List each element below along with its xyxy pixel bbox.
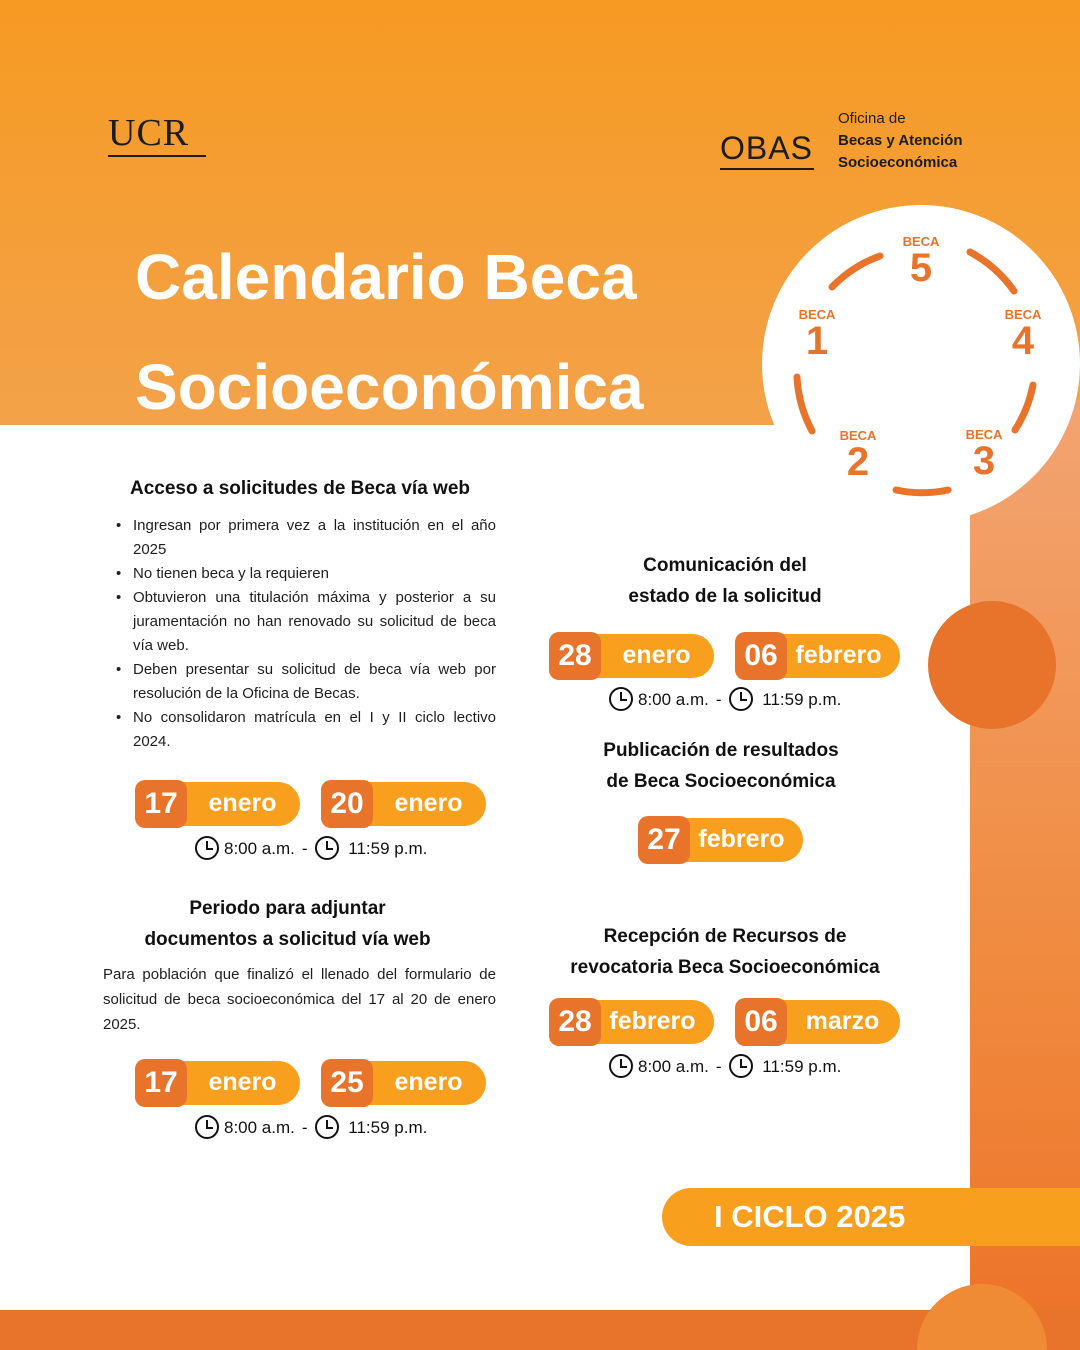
ucr-logo-text: UCR xyxy=(108,112,190,154)
clock-icon xyxy=(315,836,339,860)
clock-icon xyxy=(195,836,219,860)
recepcion-title: Recepción de Recursos de revocatoria Beca Socioeconómica xyxy=(570,926,880,978)
publicacion-title: Publicación de resultados de Beca Socioeconómica xyxy=(603,740,839,792)
adjuntar-description: Para población que finalizó el llenado del formulario de solicitud de beca socioeconómica del 17 al 20 de enero 2025. xyxy=(103,966,496,1033)
beca-4-label: BECA 4 xyxy=(1004,307,1042,363)
acceso-requirements-list xyxy=(116,514,496,754)
date-day: 25 xyxy=(321,1059,373,1107)
date-month: marzo xyxy=(805,1007,880,1035)
date-day: 17 xyxy=(135,780,187,828)
date-month: enero xyxy=(208,1068,277,1096)
adjuntar-time-range: 8:00 a.m. - 11:59 p.m. xyxy=(195,1115,427,1141)
date-day: 20 xyxy=(321,780,373,828)
clock-icon xyxy=(609,687,633,711)
list-item: • Ingresan por primera vez a la institución en el año 2025 xyxy=(116,514,496,562)
date-month: febrero xyxy=(795,641,882,669)
beca-2-label: BECA 2 xyxy=(839,428,877,484)
clock-icon xyxy=(195,1115,219,1139)
list-item: • Obtuvieron una titulación máxima y posterior a su juramentación no han renovado su solicitud de beca vía web. xyxy=(116,586,496,658)
clock-icon xyxy=(729,687,753,711)
comunicacion-time-range: 8:00 a.m. - 11:59 p.m. xyxy=(609,687,841,713)
ucr-logo xyxy=(108,112,208,157)
adjuntar-end-date xyxy=(321,1061,486,1105)
date-day: 06 xyxy=(735,632,787,680)
beca-1-label: BECA 1 xyxy=(798,307,836,363)
acceso-end-date xyxy=(321,782,486,826)
list-item: • Deben presentar su solicitud de beca vía web por resolución de la Oficina de Becas. xyxy=(116,658,496,706)
list-item: • No consolidaron matrícula en el I y II ciclo lectivo 2024. xyxy=(116,706,496,754)
date-month: febrero xyxy=(609,1007,696,1035)
page-title: Calendario Beca Socioeconómica xyxy=(135,241,644,423)
recepcion-end-date xyxy=(735,1000,900,1044)
recepcion-time-range: 8:00 a.m. - 11:59 p.m. xyxy=(609,1054,841,1080)
comunicacion-title: Comunicación del estado de la solicitud xyxy=(628,555,822,607)
beca-5-label: BECA 5 xyxy=(902,234,940,290)
comunicacion-start-date xyxy=(549,634,714,678)
clock-icon xyxy=(315,1115,339,1139)
acceso-time-range: 8:00 a.m. - 11:59 p.m. xyxy=(195,836,427,862)
comunicacion-end-date xyxy=(735,634,900,678)
content-panel-corner xyxy=(0,1240,680,1310)
recepcion-start-date xyxy=(549,1000,714,1044)
date-month: enero xyxy=(394,789,463,817)
list-item: • No tienen beca y la requieren xyxy=(116,562,496,586)
ciclo-badge: I CICLO 2025 xyxy=(662,1188,1080,1246)
acceso-start-date xyxy=(135,782,300,826)
beca-3-label: BECA 3 xyxy=(965,427,1003,483)
obas-logo-text: OBAS xyxy=(720,130,813,166)
date-day: 28 xyxy=(549,998,601,1046)
clock-icon xyxy=(729,1054,753,1078)
adjuntar-title: Periodo para adjuntar documentos a solicitud vía web xyxy=(144,898,431,950)
date-month: enero xyxy=(622,641,691,669)
clock-icon xyxy=(609,1054,633,1078)
date-month: enero xyxy=(208,789,277,817)
obas-office-name: Oficina de Becas y Atención Socioeconómica xyxy=(838,110,963,171)
adjuntar-start-date xyxy=(135,1061,300,1105)
publicacion-date xyxy=(638,818,803,862)
acceso-title: Acceso a solicitudes de Beca vía web xyxy=(129,478,471,499)
date-month: enero xyxy=(394,1068,463,1096)
date-day: 27 xyxy=(638,816,690,864)
date-day: 06 xyxy=(735,998,787,1046)
beca-wheel xyxy=(762,205,1080,523)
date-day: 28 xyxy=(549,632,601,680)
date-day: 17 xyxy=(135,1059,187,1107)
date-month: febrero xyxy=(698,825,785,853)
decorative-orange-circle xyxy=(928,601,1056,729)
